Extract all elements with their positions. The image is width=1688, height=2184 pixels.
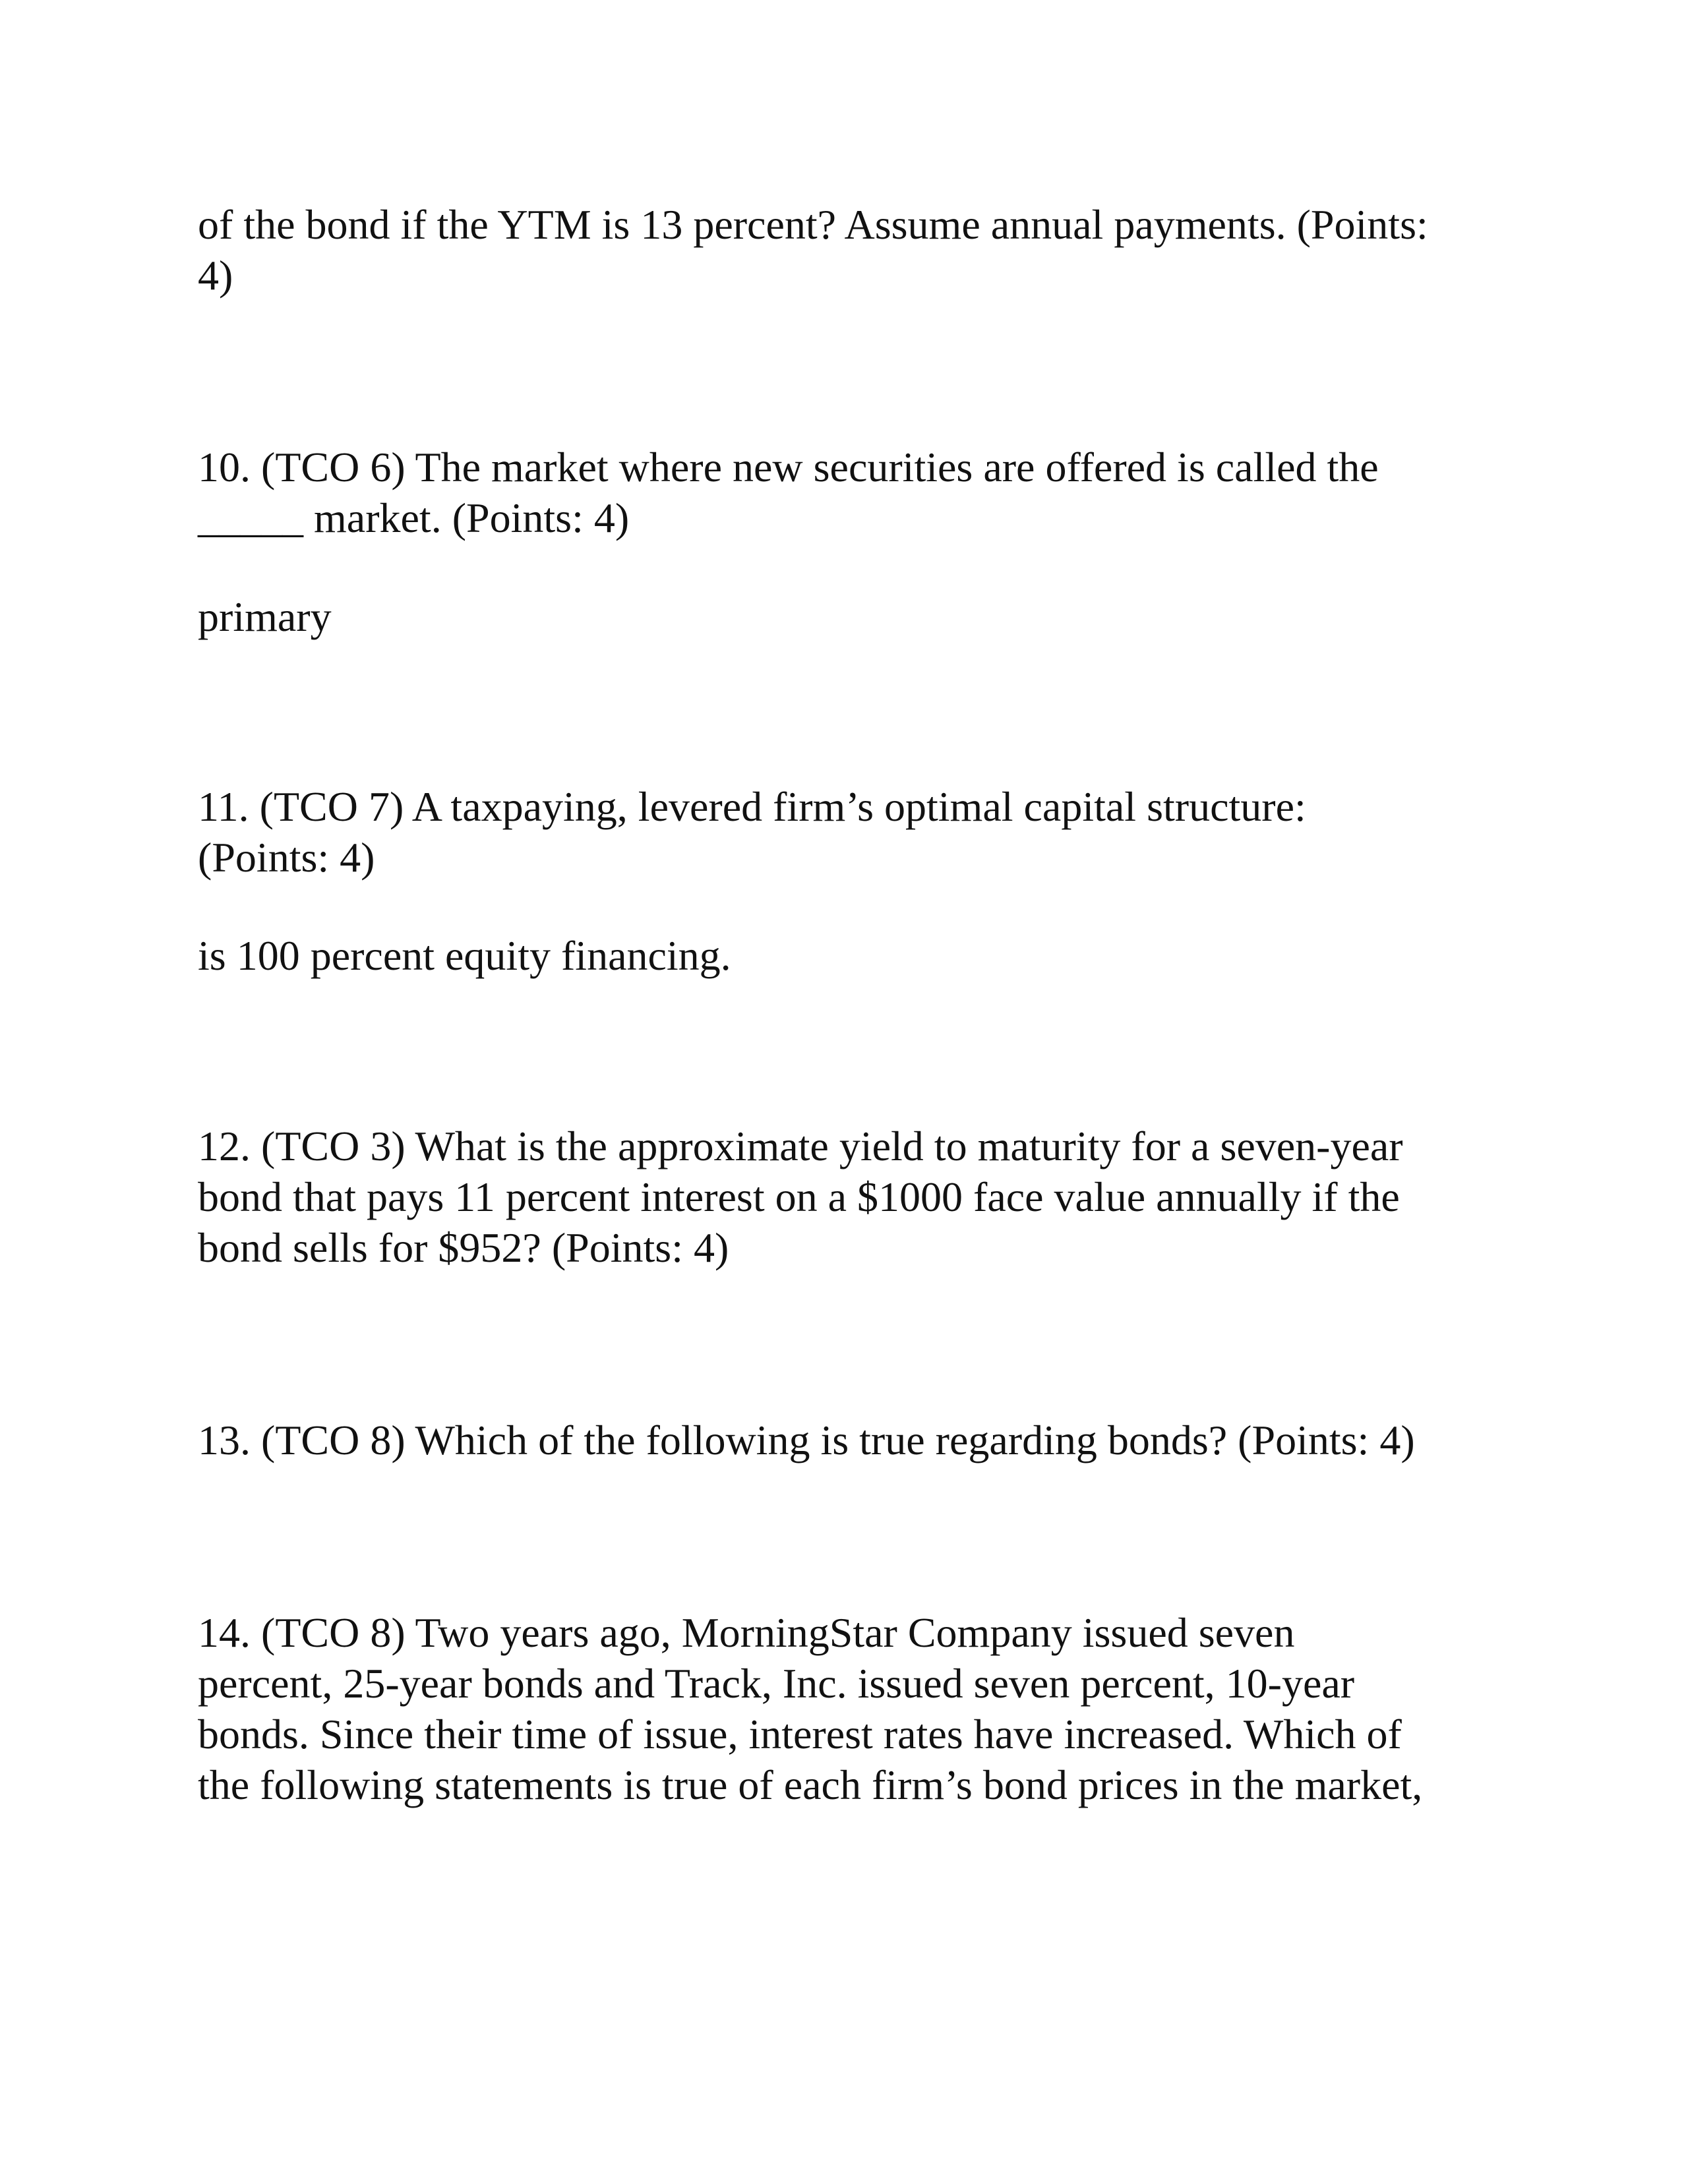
question-text-line: the following statements is true of each firm’s bond prices in the market, [198,1761,1423,1808]
question-11-answer [198,930,1503,981]
question-text-line: _____ market. (Points: 4) [198,494,630,541]
question-text-line: 12. (TCO 3) What is the approximate yield to maturity for a seven-year [198,1123,1403,1169]
question-text-line: percent, 25-year bonds and Track, Inc. issued seven percent, 10-year [198,1660,1355,1707]
question-text-line: bond that pays 11 percent interest on a $1000 face value annually if the [198,1173,1400,1220]
question-text-line: 14. (TCO 8) Two years ago, MorningStar Company issued seven [198,1609,1295,1656]
question-text-line: 10. (TCO 6) The market where new securities are offered is called the [198,444,1379,490]
question-text-line: 4) [198,252,233,299]
question-text-line: 11. (TCO 7) A taxpaying, levered firm’s optimal capital structure: [198,783,1306,830]
question-text-line: 13. (TCO 8) Which of the following is true regarding bonds? (Points: 4) [198,1417,1415,1463]
question-text-line: (Points: 4) [198,834,375,881]
answer-text: primary [198,593,332,640]
question-10 [198,442,1503,543]
question-text-line: of the bond if the YTM is 13 percent? Assume annual payments. (Points: [198,201,1428,248]
question-14 [198,1607,1503,1810]
answer-text: is 100 percent equity financing. [198,932,731,979]
question-10-answer [198,591,1503,642]
question-text-line: bonds. Since their time of issue, interest rates have increased. Which of [198,1711,1402,1757]
question-text-line: bond sells for $952? (Points: 4) [198,1224,729,1271]
question-9-continuation [198,199,1503,301]
question-12 [198,1121,1503,1273]
question-13 [198,1415,1503,1465]
question-11 [198,781,1503,883]
